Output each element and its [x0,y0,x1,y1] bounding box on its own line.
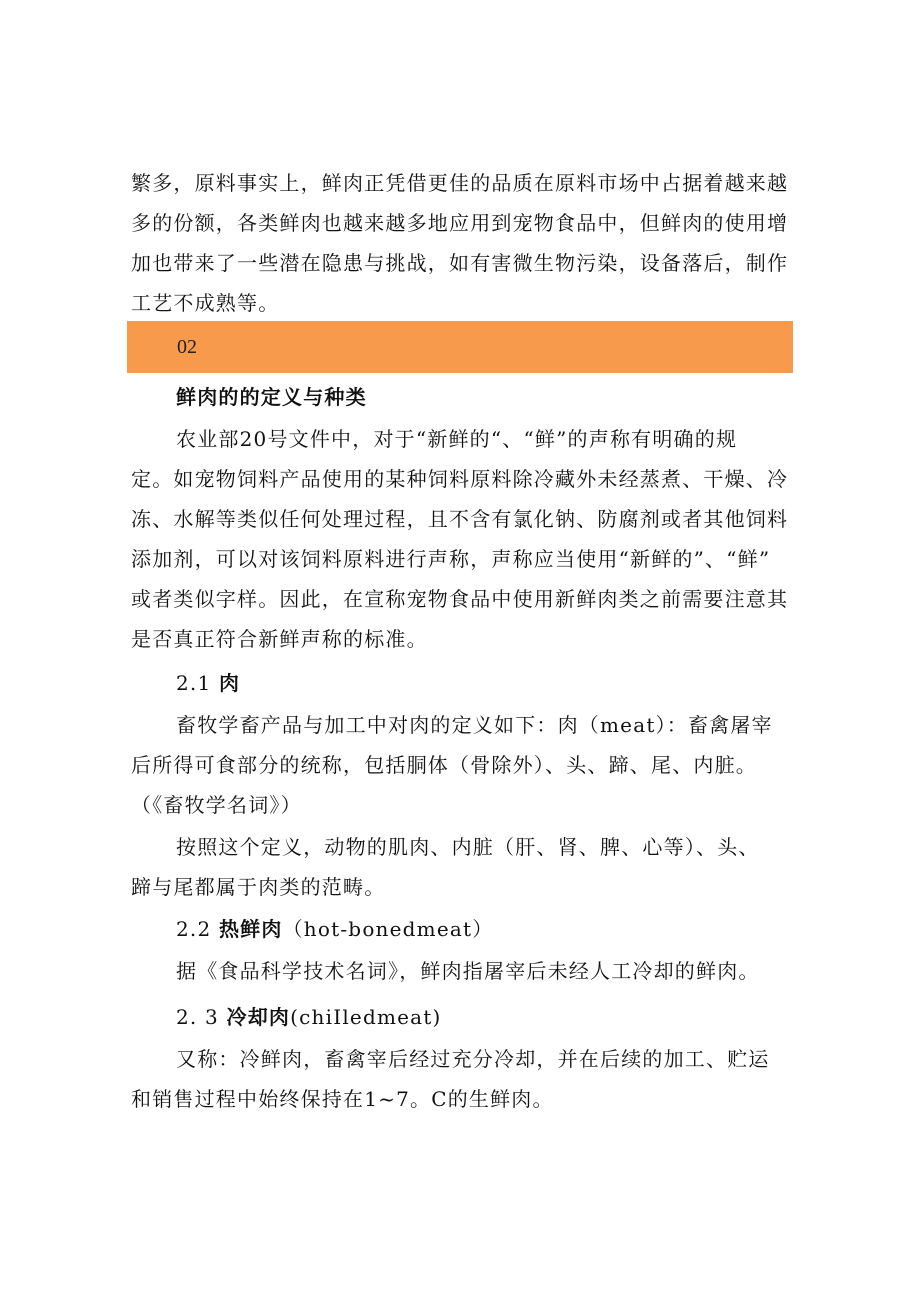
intro-line-3: 加也带来了一些潜在隐患与挑战，如有害微生物污染，设备落后，制作 [131,251,789,275]
hot-meat-line: 据《食品科学技术名词》，鲜肉指屠宰后未经人工冷却的鲜肉。 [176,959,760,983]
meat-heading [176,668,240,698]
hot-meat-heading-number: 2.2 [176,917,212,941]
definition-line-3: 冻、水解等类似任何处理过程，且不含有氯化钠、防腐剂或者其他饲料 [131,507,789,531]
definition-line-6: 是否真正符合新鲜声称的标准。 [131,627,428,651]
hot-meat-heading-en: （hot-bonedmeat） [282,917,494,941]
meat-note-line-1: 按照这个定义，动物的肌肉、内脏（肝、肾、脾、心等）、头、 [176,835,760,859]
hot-meat-heading [176,914,493,944]
meat-line-2: 后所得可食部分的统称，包括胴体（骨除外）、头、蹄、尾、内脏。 [131,753,757,777]
meat-heading-text: 肉 [218,671,241,695]
intro-line-2: 多的份额，各类鲜肉也越来越多地应用到宠物食品中，但鲜肉的使用增 [131,211,789,235]
chilled-meat-line-2: 和销售过程中始终保持在1~7。C的生鲜肉。 [131,1087,554,1111]
intro-line-4: 工艺不成熟等。 [131,291,280,315]
definition-line-1: 农业部20号文件中，对于“新鲜的“、“鲜”的声称有明确的规 [176,427,738,451]
hot-meat-heading-text: 热鲜肉 [218,917,283,941]
section-banner [127,321,793,373]
chilled-meat-heading-number: 2. 3 [176,1005,219,1029]
section-title: 鲜肉的的定义与种类 [176,385,367,409]
meat-heading-number: 2.1 [176,671,212,695]
chilled-meat-heading [176,1002,442,1032]
definition-line-4: 添加剂，可以对该饲料原料进行声称，声称应当使用“新鲜的”、“鲜” [131,547,771,571]
chilled-meat-heading-text: 冷却肉 [226,1005,291,1029]
definition-line-5: 或者类似字样。因此，在宣称宠物食品中使用新鲜肉类之前需要注意其 [131,587,789,611]
section-number: 02 [177,336,197,358]
chilled-meat-line-1: 又称：冷鲜肉，畜禽宰后经过充分冷却，并在后续的加工、贮运 [176,1047,770,1071]
definition-line-2: 定。如宠物饲料产品使用的某种饲料原料除冷藏外未经蒸煮、干燥、冷 [131,467,789,491]
intro-line-1: 繁多，原料事实上，鲜肉正凭借更佳的品质在原料市场中占据着越来越 [131,171,789,195]
meat-line-3: （《畜牧学名词》） [131,793,302,817]
meat-line-1: 畜牧学畜产品与加工中对肉的定义如下：肉（meat）：畜禽屠宰 [176,713,773,737]
meat-note-line-2: 蹄与尾都属于肉类的范畴。 [131,875,386,899]
chilled-meat-heading-en: (chiIledmeat) [290,1005,442,1029]
